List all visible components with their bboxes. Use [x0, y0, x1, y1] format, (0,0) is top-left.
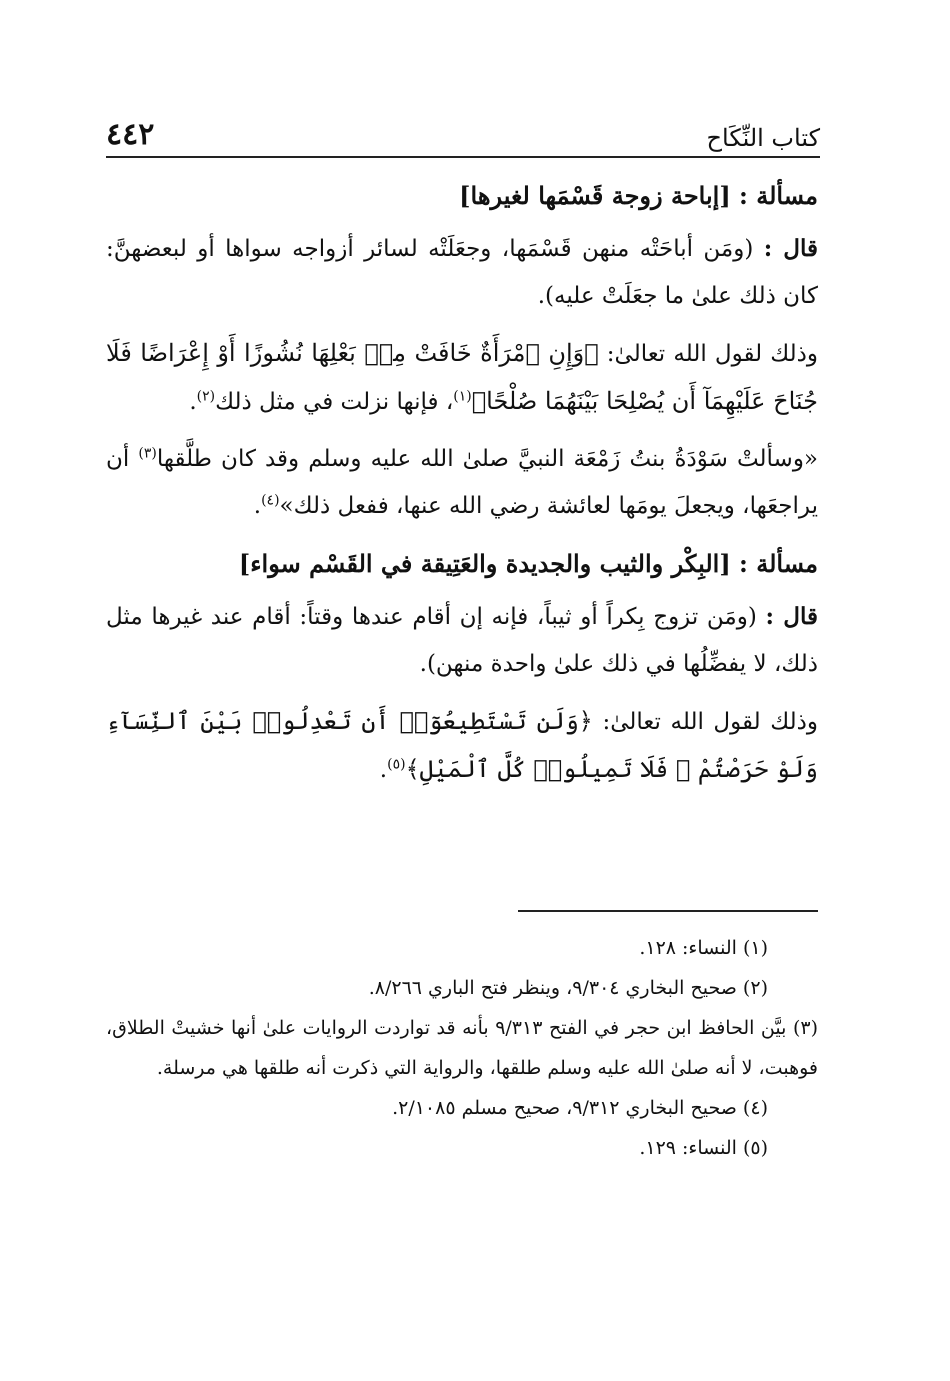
footnote-item: (١) النساء: ١٢٨. — [639, 937, 768, 959]
hadith-paragraph: «وسألتْ سَوْدَةُ بنتُ زَمْعَة النبيَّ صلىٰ الله عليه وسلم وقد كان طلَّقها$^{(٣)}$ أن يراجعَها، ويجعلَ يومَها لعائشة رضي الله عنها، ففعل ذلك»$^{(٤)}$. — [106, 445, 819, 519]
page-number: ٤٤٢ — [106, 117, 155, 152]
footnote-ref-5[interactable]: (٥) — [387, 756, 406, 773]
footnotes — [106, 928, 818, 1168]
footnote-ref-1[interactable]: (١) — [453, 388, 472, 405]
quran-verse: ﴿وَلَن تَسْتَطِيعُوٓا۟ أَن تَعْدِلُوا۟ بَيْنَ ٱلنِّسَآءِ وَلَوْ حَرَصْتُمْ ۖ فَلَا تَمِيلُوا۟ كُلَّ ٱلْمَيْلِ﴾ — [106, 707, 818, 783]
section-heading-1: مسألة : [إباحة زوجة قَسْمَها لغيرها] — [459, 181, 818, 210]
qala-text: (ومَن أباحَتْه منهن قَسْمَها، وجعَلَتْه لسائر أزواجه سواها أو لبعضهنَّ: كان ذلك علىٰ ما جعَلَتْ عليه). — [106, 236, 818, 309]
page-header — [106, 104, 820, 158]
footnote-item: (٤) صحيح البخاري ٩/٣١٢، صحيح مسلم ٢/١٠٨٥. — [392, 1097, 768, 1119]
hadith-part-1: «وسألتْ سَوْدَةُ بنتُ زَمْعَة النبيَّ صلىٰ الله عليه وسلم وقد كان طلَّقها — [156, 446, 819, 472]
qala-label: قال : — [765, 603, 818, 630]
footnote-ref-2[interactable]: (٢) — [196, 388, 216, 405]
qala-paragraph-2 — [106, 593, 818, 688]
footnote-ref-3[interactable]: (٣) — [138, 445, 157, 462]
hadith-part-2: أن يراجعَها، ويجعلَ يومَها لعائشة رضي الله عنها، ففعل ذلك» — [106, 446, 818, 519]
section-heading-2: مسألة : [البِكْر والثيب والجديدة والعَتِيقة في القَسْم سواء] — [238, 549, 818, 578]
commentary-paragraph-2: وذلك لقول الله تعالىٰ: ﴿وَلَن تَسْتَطِيعُوٓا۟ أَن تَعْدِلُوا۟ بَيْنَ ٱلنِّسَآءِ وَلَوْ حَرَصْتُمْ ۖ فَلَا تَمِيلُوا۟ كُلَّ ٱلْمَيْلِ﴾$^{(٥)}$. — [106, 707, 819, 783]
footnote-item: (٥) النساء: ١٢٩. — [639, 1137, 768, 1159]
commentary-intro: وذلك لقول الله تعالىٰ: — [602, 709, 819, 735]
commentary-paragraph-1: وذلك لقول الله تعالىٰ: ﴿وَإِنِ ٱمْرَأَةٌ خَافَتْ مِنۢ بَعْلِهَا نُشُوزًا أَوْ إِعْرَاضًا فَلَا جُنَاحَ عَلَيْهِمَآ أَن يُصْلِحَا بَيْنَهُمَا صُلْحًا﴾$^{(١)}$، فإنها نزلت في مثل ذلك$^{(٢)}$. — [106, 339, 818, 415]
qala-text: (ومَن تزوج بِكراً أو ثيباً، فإنه إن أقام عندها وقتاً: أقام عند غيرها مثل ذلك، لا يفضِّلُها في ذلك علىٰ واحدة منهن). — [106, 604, 818, 677]
footnote-separator — [518, 910, 818, 912]
footnote-item: (٢) صحيح البخاري ٩/٣٠٤، وينظر فتح الباري ٨/٢٦٦. — [368, 977, 768, 999]
running-title: كتاب النِّكَاح — [706, 124, 820, 152]
commentary-intro: وذلك لقول الله تعالىٰ: — [606, 341, 818, 367]
footnote-item: (٣) بيَّن الحافظ ابن حجر في الفتح ٩/٣١٣ بأنه قد تواردت الروايات علىٰ أنها خشيتْ الطلاق، فوهبت، لا أنه صلىٰ الله عليه وسلم طلقها، والرواية التي ذكرت أنه طلقها هي مرسلة. — [106, 1017, 818, 1079]
main-text — [106, 172, 818, 804]
quran-verse: ﴿وَإِنِ ٱمْرَأَةٌ خَافَتْ مِنۢ بَعْلِهَا نُشُوزًا أَوْ إِعْرَاضًا فَلَا جُنَاحَ عَلَيْهِمَآ أَن يُصْلِحَا بَيْنَهُمَا صُلْحًا﴾ — [106, 339, 818, 415]
qala-label: قال : — [763, 235, 818, 262]
footnote-ref-4[interactable]: (٤) — [261, 492, 280, 509]
qala-paragraph-1 — [106, 225, 818, 320]
commentary-after: ، فإنها نزلت في مثل ذلك — [215, 389, 454, 415]
